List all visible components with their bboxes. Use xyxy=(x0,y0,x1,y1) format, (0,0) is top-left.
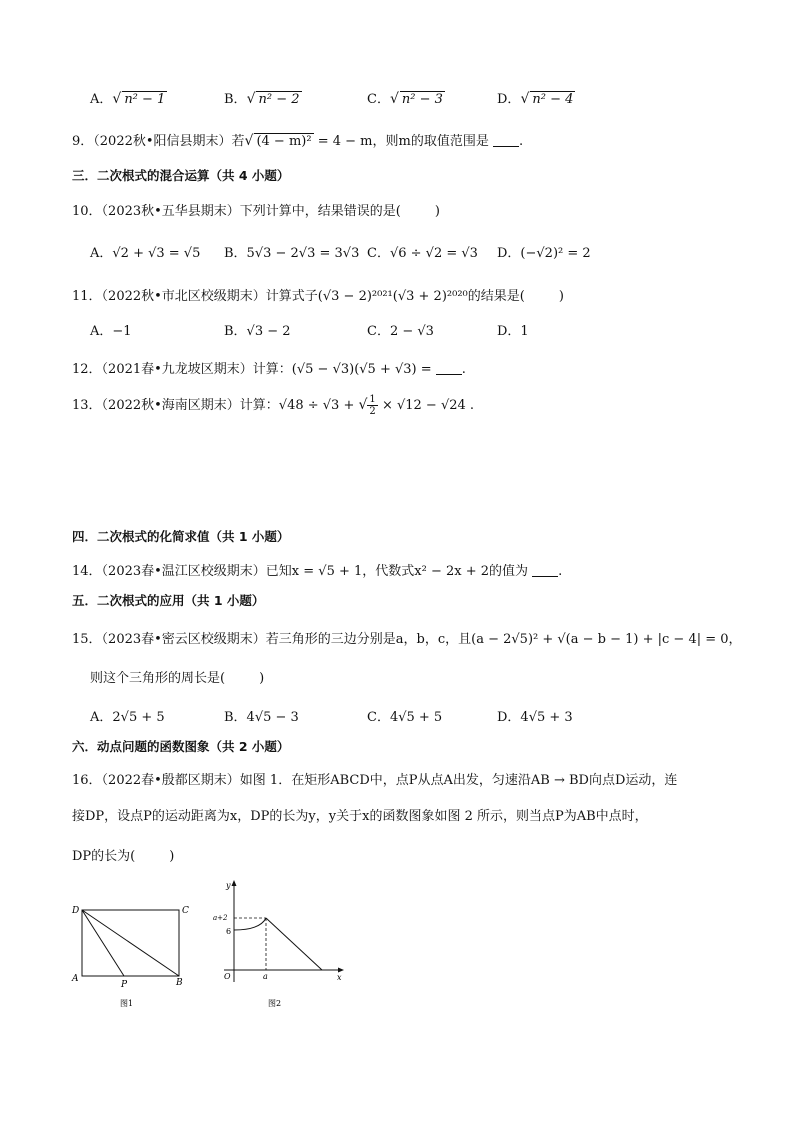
label-6: 6 xyxy=(226,927,232,936)
q11-option-c: C．2 − √3 xyxy=(367,324,434,339)
figure-2 xyxy=(210,878,352,1013)
label-p: P xyxy=(121,980,128,990)
q8-option-a: A．√ n² − 1 xyxy=(90,91,166,107)
fraction: $\frac{1}{2}$ xyxy=(369,394,376,417)
question-10-stem: 10．（2023秋•五华县期末）下列计算中，结果错误的是( ) xyxy=(72,204,440,219)
q15-option-c: C．4√5 + 5 xyxy=(367,710,443,725)
q8-option-b: B．√ n² − 2 xyxy=(224,91,300,107)
q11-option-b: B．√3 − 2 xyxy=(224,324,291,339)
segment-db xyxy=(82,910,179,976)
question-14: 14．（2023春•温江区校级期末）已知x = √5 + 1，代数式x² − 2x + 2的值为 . xyxy=(72,564,563,579)
question-16-line-1: 16．（2022春•殷都区期末）如图 1．在矩形ABCD中，点P从点A出发，匀速沿AB → BD向点D运动，连 xyxy=(72,773,678,788)
label-y: y xyxy=(226,881,231,890)
question-15-stem-2: 则这个三角形的周长是( ) xyxy=(90,671,265,686)
section-4-heading: 四．二次根式的化简求值（共 1 小题） xyxy=(72,529,290,544)
question-9: 9．（2022秋•阳信县期末）若√ (4 − m)² = 4 − m，则m的取值范围是 . xyxy=(72,133,524,149)
q15-option-a: A．2√5 + 5 xyxy=(90,710,165,725)
y-axis-arrow xyxy=(232,880,237,886)
q11-option-d: D．1 xyxy=(497,324,529,339)
figure-1 xyxy=(66,898,196,1013)
label-d: D xyxy=(72,906,80,916)
question-16-line-3: DP的长为( ) xyxy=(72,849,175,864)
question-12: 12．（2021春•九龙坡区期末）计算：(√5 − √3)(√5 + √3) = . xyxy=(72,362,466,377)
q10-option-d: D．(−√2)² = 2 xyxy=(497,246,591,261)
q10-option-a: A．√2 + √3 = √5 xyxy=(90,246,201,261)
segment-dp xyxy=(82,910,124,976)
linear-segment xyxy=(266,918,322,970)
label-a-plus-2: a+2 xyxy=(213,914,228,922)
figure-1-caption: 图1 xyxy=(120,999,134,1008)
q15-option-d: D．4√5 + 3 xyxy=(497,710,573,725)
label-o: O xyxy=(224,972,231,981)
answer-blank xyxy=(436,362,462,375)
question-16-line-2: 接DP，设点P的运动距离为x，DP的长为y，y关于x的函数图象如图 2 所示，则当点P为AB中点时， xyxy=(72,809,648,824)
q15-option-b: B．4√5 − 3 xyxy=(224,710,299,725)
label-x: x xyxy=(337,973,342,982)
question-15-stem: 15．（2023春•密云区校级期末）若三角形的三边分别是a，b，c，且(a − 2√5)² + √(a − b − 1) + |c − 4| = 0， xyxy=(72,632,742,647)
x-axis-arrow xyxy=(338,968,344,973)
section-6-heading: 六．动点问题的函数图象（共 2 小题） xyxy=(72,739,290,754)
figure-2-caption: 图2 xyxy=(268,999,282,1008)
q10-option-b: B．5√3 − 2√3 = 3√3 xyxy=(224,246,360,261)
label-b: B xyxy=(176,978,183,988)
section-5-heading: 五．二次根式的应用（共 1 小题） xyxy=(72,593,265,608)
q8-option-d: D．√ n² − 4 xyxy=(497,91,574,107)
question-11-stem: 11．（2022秋•市北区校级期末）计算式子(√3 − 2)²⁰²¹(√3 + 2)²⁰²⁰的结果是( ) xyxy=(72,289,564,304)
question-13: 13．（2022秋•海南区期末）计算：√48 ÷ √3 + √ $\frac{1}{2}$ × √12 − √24 . xyxy=(72,394,475,417)
q11-option-a: A．−1 xyxy=(90,324,132,339)
section-3-heading: 三．二次根式的混合运算（共 4 小题） xyxy=(72,168,290,183)
label-a: a xyxy=(263,972,268,981)
q10-option-c: C．√6 ÷ √2 = √3 xyxy=(367,246,478,261)
label-a: A xyxy=(72,974,79,984)
curve-segment xyxy=(234,918,266,930)
label-c: C xyxy=(182,906,189,916)
answer-blank xyxy=(532,564,558,577)
q8-option-c: C．√ n² − 3 xyxy=(367,91,443,107)
answer-blank xyxy=(493,134,519,147)
